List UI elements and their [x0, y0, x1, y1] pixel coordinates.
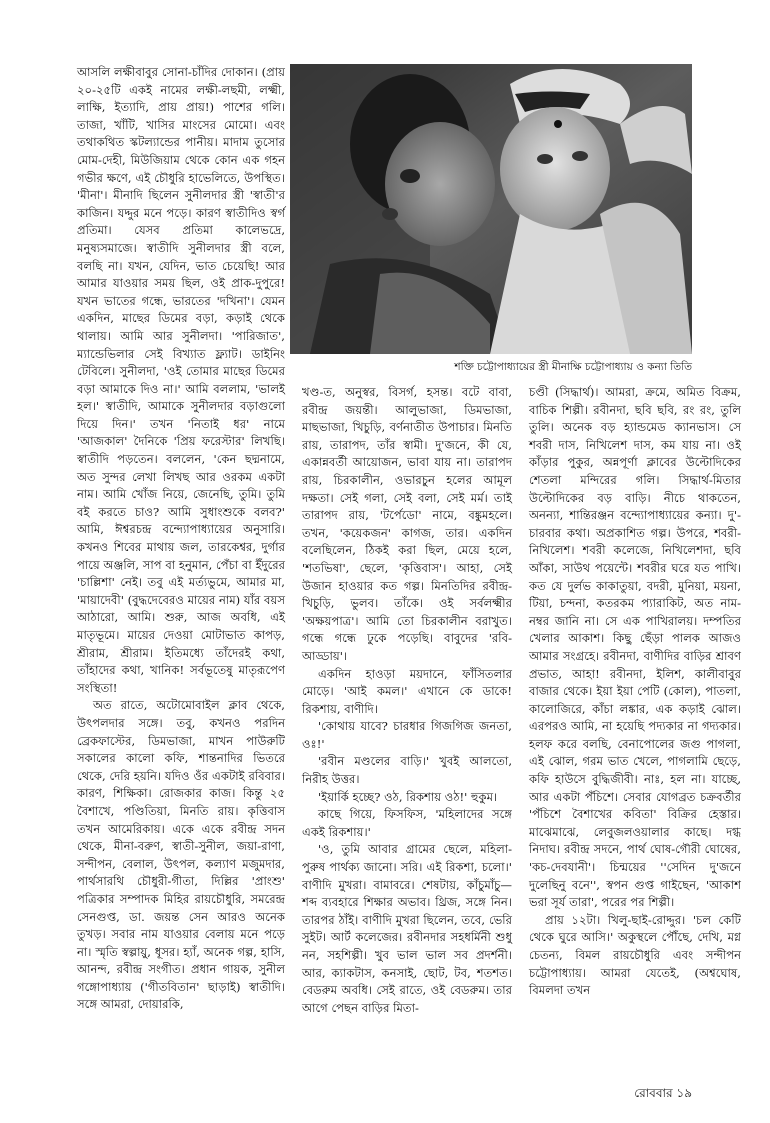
photo-caption: শক্তি চট্টোপাধ্যায়ের স্ত্রী মীনাক্ষি চট্টোপাধ্যায় ও কন্যা তিতি [454, 361, 692, 373]
text-column-1 [77, 64, 285, 1014]
paragraph: কাছে গিয়ে, ফিসফিস, 'মহিলাদের সঙ্গে একই রিকশায়।' [302, 807, 512, 839]
paragraph: 'ইয়ার্কি হচ্ছে? ওঠ, রিকশায় ওঠ!' হুকুম। [318, 789, 498, 804]
paragraph: খণ্ড-ত, অনুস্বর, বিসর্গ, হসন্ত। বটে বাবা, রবীন্দ্র জয়ন্তী। আলুভাজা, ডিমভাজা, মাছভাজা, খিচুড়ি, বর্ণনাতীত উপাচার। মিনতি রায়, তারাপদ, তাঁর স্বামী। দু'জনে, কী যে, একান্নবর্তী আয়োজন, ভাবা যায় না। তারাপদ রায়, চিরকালীন, ওভারচুন হলের আমূল দক্ষতা। সেই গলা, সেই বলা, সেই মর্ম। তাই তারাপদ রায়, 'টর্পেডো' নামে, বঙ্কুমহলে। তখন, 'কয়েকজন' কাগজ, তার। একদিন বলেছিলেন, ঠিকই করা ছিল, মেয়ে হলে, 'শতভিষা', ছেলে, 'কৃত্তিবাস'। আহা, সেই উজান হাওয়ার কত গল্প। মিনতিদির রবীন্দ্র-খিচুড়ি, ভুলব। তাঁকে। ওই সর্বলক্ষ্মীর 'অক্ষয়পাত্র'। আমি তো চিরকালীন বরাখুত। গন্ধে গন্ধে ঢুকে পড়েছি। বাবুদের 'রবি-আড্ডায়'। [302, 385, 512, 663]
paragraph: প্রায় ১২টা। খিলু-ছাই-রোদ্দুর। 'চল কেটি থেকে ঘুরে আসি।' অকুস্থলে পৌঁছে, দেখি, মগ্ন চেতন্য, বিমল রায়চৌধুরি এবং সন্দীপন চট্টোপাধ্যায়। আমরা যেতেই, (অশ্বঘোষ, বিমলদা তখন [529, 912, 741, 998]
paragraph: অত রাতে, অটোমোবাইল ক্লাব থেকে, উৎপলদার সঙ্গে। তবু, কখনও পরদিন ব্রেকফাস্টের, ডিমভাজা, মাখন পাউরুটি সকালের কালো কফি, শান্তনাদির ভিতরে থেকে, দেরি হয়নি। যদিও ওঁর একটাই রবিবার। কারণ, শিক্ষিকা। রোজকার কাজ। কিন্তু ২৫ বৈশাখে, পণ্ডিতিয়া, মিনতি রায়। কৃত্তিবাস তখন আমেরিকায়। একে একে রবীন্দ্র সদন থেকে, মীনা-বরুণ, স্বাতী-সুনীল, জয়া-রাণা, সন্দীপন, বেলাল, উৎপল, কল্যাণ মজুমদার, পার্থসারথি চৌধুরী-গীতা, দিল্লির 'প্রাংশু' পত্রিকার সম্পাদক মিহির রায়চৌধুরি, সমরেন্দ্র সেনগুপ্ত, ডা. জয়ন্ত সেন আরও অনেক তুখড়। সবার নাম যাওয়ার বেলায় মনে পড়ে না। স্মৃতি স্বল্পায়ু, ধূসর। হ্যাঁ, অনেক গল্প, হাসি, আনন্দ, রবীন্দ্র সংগীত। প্রধান গায়ক, সুনীল গঙ্গোপাধ্যায় ('গীতবিতান' ছাড়াই) স্বাতীদি। সঙ্গে আমরা, দোয়ারকি, [77, 698, 285, 1012]
text-column-2 [302, 384, 512, 1017]
photo-mother-daughter [290, 64, 692, 354]
paragraph: একদিন হাওড়া ময়দানে, ফাঁসিতলার মোড়ে। 'আই কমল।' এখানে কে ডাকে! রিকশায়, বাণীদি। [302, 666, 512, 716]
paragraph: আসলি লক্ষীবাবুর সোনা-চাঁদির দোকান। (প্রায় ২০-২৫টি একই নামের লক্ষী-লছমী, লক্ষ্মী, লাক্ষি, ইত্যাদি, প্রায় প্রায়!) পাশের গলি। তাজা, খাঁটি, খাসির মাংসের মোমো। এবং তথাকথিত স্কটল্যান্ডের পানীয়। মাদাম তুসোর মোম-দেহী, মিউজিয়াম থেকে কোন এক গহন গভীর ক্ষণে, এই চৌধুরি হাভেলিতে, উপস্থিত। 'মীনা'। মীনাদি ছিলেন সুনীলদার স্ত্রী 'স্বাতী'র কাজিন। যদ্দুর মনে পড়ে। কারণ স্বাতীদিও স্বর্গ প্রতিমা। যেসব প্রতিমা কালেভদ্রে, মনুষ্যসমাজে। স্বাতীদি সুনীলদার স্ত্রী বলে, বলছি না। যখন, যেদিন, ভাত চেয়েছি! আর আমার যাওয়ার সময় ছিল, ওই প্রাক-দুপুরে! যখন ভাতের গন্ধে, ভারতের 'দখিনা'। যেমন একদিন, মাছের ডিমের বড়া, কড়াই থেকে থালায়। আমি আর সুনীলদা। 'পারিজাত', ম্যান্ডেভিলার সেই বিখ্যাত ফ্ল্যাট। ডাইনিং টেবিলে। সুনীলদা, 'ওই তোমার মাছের ডিমের বড়া আমাকে দিও না।' আমি বললাম, 'ভালই হল।' স্বাতীদি, আমাকে সুনীলদার বড়াগুলো দিয়ে দিন।' তখন 'নিতাই ধর' নামে 'আজকাল' দৈনিকে 'প্রিয় ফরেস্টার' লিখছি। স্বাতীদি পড়তেন। বললেন, 'কেন ছদ্মনামে, অত সুন্দর লেখা লিখছ আর ওরকম একটা নাম। আমি খোঁজ নিয়ে, জেনেছি, তুমি। তুমি বই করতে চাও? আমি সুধাংশুকে বলব?' আমি, ঈশ্বরচন্দ্র বন্দ্যোপাধ্যায়ের অনুসারি। কখনও শিবের মাথায় জল, তারকেশ্বর, দুর্গার পায়ে অঞ্জলি, সাপ বা হনুমান, পেঁচা বা ইঁদুরের 'চাল্লিশা' নেই। তবু এই মর্ত্যভুমে, আমার মা, 'মায়াদেবী' (বুদ্ধদেবেরও মায়ের নাম) যাঁর বয়স আঠারো, আমি। শুরু, আজ অবধি, এই মাতৃভূমে। মায়ের দেওয়া মোটাভাত কাপড়, শ্রীরাম, শ্রীরাম। ইতিমধ্যে তাঁদেরই কথা, তাঁহাদের কথা, খানিক! সর্বভূতেষু মাতৃরূপেণ সংস্থিতা! [77, 65, 285, 695]
text-column-3 [529, 384, 741, 1000]
paragraph: চণ্ডী (সিদ্ধার্থ)। আমরা, ক্রমে, অমিত বিক্রম, বাচিক শিল্পী। রবীনদা, ছবি ছবি, রং রং, তুলি তুলি। অনেক বড় হ্যান্ডমেড ক্যানভাস। সে শবরী দাস, নিখিলেশ দাস, কম যায় না। ওই কাঁড়ার পুকুর, অন্নপূর্ণা ক্লাবের উল্টোদিকের শেতলা মন্দিরের গলি। সিদ্ধার্থ-মিতার উল্টোদিকের বড় বাড়ি। নীচে থাকতেন, অনন্যা, শান্তিরঞ্জন বন্দ্যোপাধ্যায়ের কন্যা। দু'-চারবার কথা। অপ্রকাশিত গল্প। উপরে, শবরী-নিখিলেশ। শবরী কলেজে, নিখিলেশদা, ছবি আঁকা, সাউথ পয়েন্টে। শবরীর ঘরে যত পাখি। কত যে দুর্লভ কাকাতুয়া, বদরী, মুনিয়া, ময়না, টিয়া, চন্দনা, কতরকম প্যারাকিট, অত নাম-নম্বর জানি না। সে এক পাখিরালয়। দম্পতির খেলার আকাশ। কিছু ছেঁড়া পালক আজও আমার সংগ্রহে। রবীনদা, বাণীদির বাড়ির শ্রাবণ প্রভাত, আহা! রবীনদা, ইলিশ, কালীবাবুর বাজার থেকে। ইয়া ইয়া পেটি (কোল), পাতলা, কালোজিরে, কাঁচা লঙ্কার, এক কড়াই ঝোল। এরপরও আমি, না হয়েছি পদ্যকার না গদ্যকার। হলফ করে বলছি, বেনাপোলের জগু পাগলা, এই ঝোল, গরম ভাত খেলে, পাগলামি ছেড়ে, কফি হাউসে বুদ্ধিজীবী। নাঃ, হল না। যাচ্ছে, আর একটা পঁচিশে। সেবার যোগব্রত চক্রবর্তীর 'পঁচিশে বৈশাখের কবিতা' বিক্রির হেস্তার। মাঝেমাঝে, লেবুজলওয়ালার কাছে। দগ্ধ নিদাঘ। রবীন্দ্র সদনে, পার্থ ঘোষ-গৌরী ঘোষের, 'কচ-দেবযানী'। চিন্ময়ের ''সেদিন দু'জনে দুলেছিনু বনে'', স্বপন গুপ্ত গাইছেন, 'আকাশ ভরা সূর্য তারা', পরের পর শিল্পী। [529, 385, 741, 910]
paragraph: 'রবীন মণ্ডলের বাড়ি।' খুবই আলতো, নিরীহ উত্তর। [302, 754, 512, 787]
paragraph: 'কোথায় যাবে? চারধার গিজগিজ জনতা, ওঃ!' [302, 719, 512, 751]
photo-illustration [290, 64, 692, 354]
paragraph: 'ও, তুমি আবার গ্রামের ছেলে, মহিলা-পুরুষ পার্থক্য জানো। সরি। এই রিকশা, চলো।' বাণীদি মুখরা। বামাবরে। শেষটায়, কাঁচুমাঁচু— শব্দ ব্যবহারে শিক্ষার অভাব। থ্রিজ, সঙ্গে নিন। তারপর ঠাঁই। বাণীদি মুখরা ছিলেন, তবে, ভেরি সুইট। আর্ট কলেজের। রবীনদার সহধর্মিনী শুধু নন, সহশিল্পী। খুব ভাল ভাল সব প্রদর্শনী। আর, ক্যাকটাস, কনসাই, ছোট, টব, শতশত। বেডরুম অবধি। সেই রাতে, ওই বেডরুম। তার আগে পেছন বাড়ির মিতা- [302, 842, 512, 1015]
page-footer: রোববার ১৯ [634, 1086, 692, 1100]
